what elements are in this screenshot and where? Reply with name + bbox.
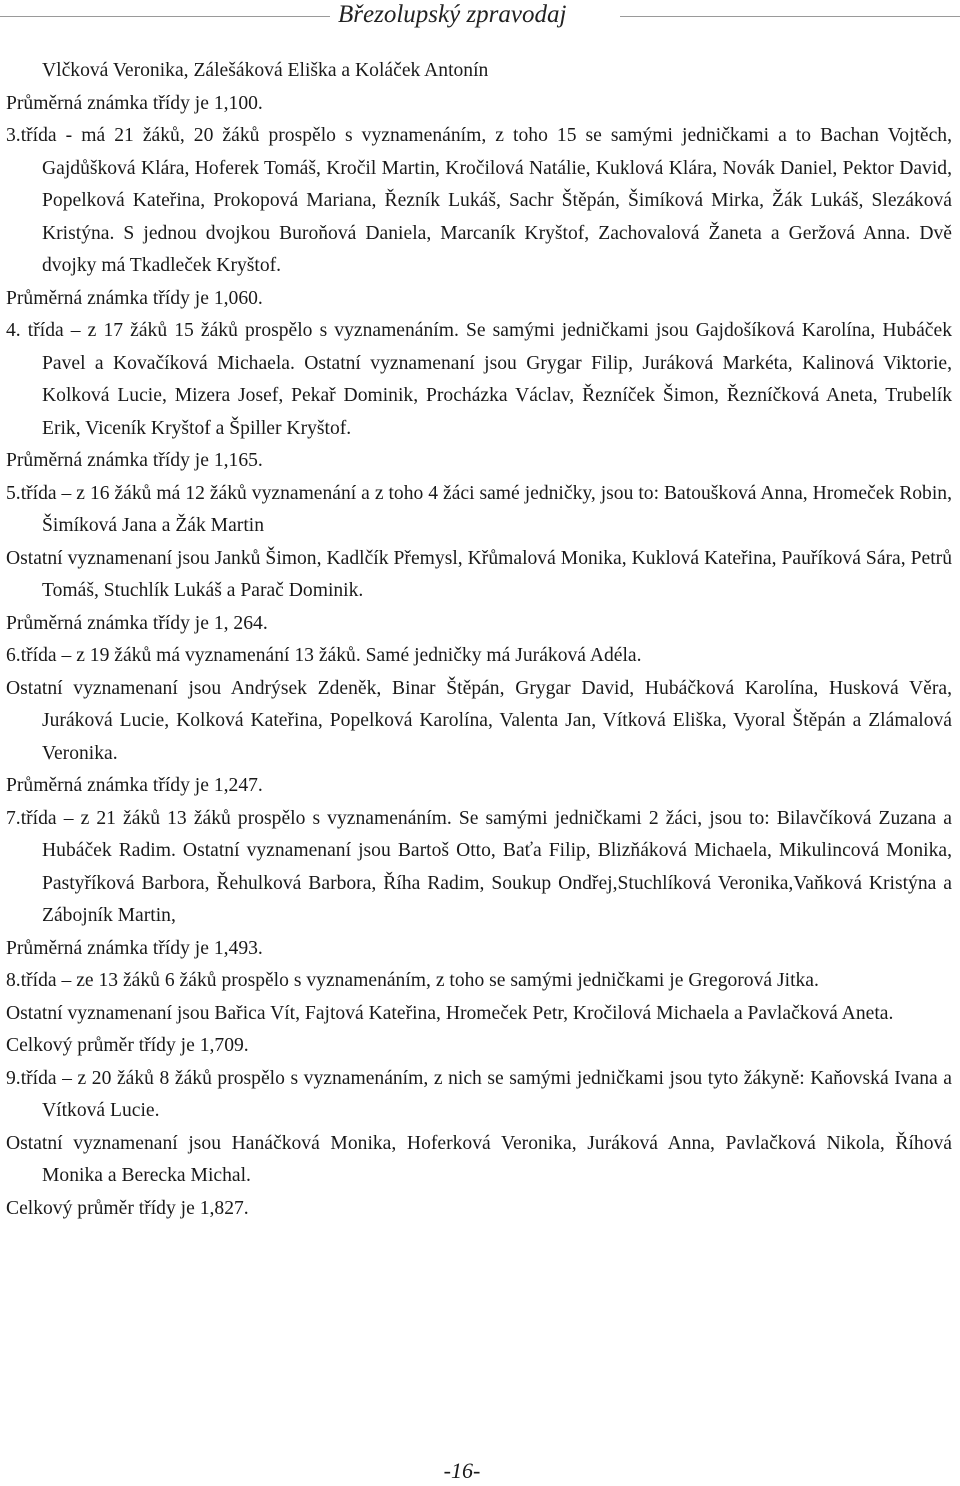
paragraph-19: Ostatní vyznamenaní jsou Hanáčková Monika, Hoferková Veronika, Juráková Anna, Pavlačková Nikola, Říhová Monika a Berecka Michal. [6,1132,952,1186]
paragraph-13: 7.třída – z 21 žáků 13 žáků prospělo s vyznamenáním. Se samými jedničkami 2 žáci, jsou to: Bilavčíková Zuzana a Hubáček Radim. Ostatní vyznamenaní jsou Bartoš Otto, Baťa Filip, Blizňáková Michaela, Mikulincová Monika, Pastyříková Barbora, Řehulková Barbora, Říha Radim, Soukup Ondřej,Stuchlíková Veronika,Vaňková Kristýna a Zábojník Martin, [6,807,952,926]
paragraph-5: 4. třída – z 17 žáků 15 žáků prospělo s vyznamenáním. Se samými jedničkami jsou Gajdošíková Karolína, Hubáček Pavel a Kovačíková Michaela. Ostatní vyznamenaní jsou Grygar Filip, Juráková Markéta, Kalinová Viktorie, Kolková Lucie, Mizera Josef, Pekař Dominik, Procházka Václav, Řezníček Šimon, Řezníčková Aneta, Trubelík Erik, Viceník Kryštof a Špiller Kryštof. [6,320,952,439]
paragraph-9: Průměrná známka třídy je 1, 264. [6,612,268,634]
paragraph-14: Průměrná známka třídy je 1,493. [6,937,263,959]
paragraph-8: Ostatní vyznamenaní jsou Janků Šimon, Kadlčík Přemysl, Křůmalová Monika, Kuklová Kateřina, Pauříková Sára, Petrů Tomáš, Stuchlík Lukáš a Parač Dominik. [6,547,952,601]
paragraph-18: 9.třída – z 20 žáků 8 žáků prospělo s vyznamenáním, z nich se samými jedničkami jsou tyto žákyně: Kaňovská Ivana a Vítková Lucie. [6,1067,952,1121]
paragraph-3: 3.třída - má 21 žáků, 20 žáků prospělo s vyznamenáním, z toho 15 se samými jedničkami a to Bachan Vojtěch, Gajdůšková Klára, Hoferek Tomáš, Kročil Martin, Kročilová Natálie, Kuklová Klára, Novák Daniel, Pektor David, Popelková Kateřina, Prokopová Mariana, Řezník Lukáš, Sachr Štěpán, Šimíková Mirka, Žák Lukáš, Slezáková Kristýna. S jednou dvojkou Buroňová Daniela, Marcaník Kryštof, Zachovalová Žaneta a Geržová Anna. Dvě dvojky má Tkadleček Kryštof. [6,125,952,276]
article-body [0,55,952,1225]
page-number: -16- [443,1458,481,1483]
header-rule-left [0,16,330,17]
paragraph-6: Průměrná známka třídy je 1,165. [6,450,263,471]
page-header [0,0,960,32]
paragraph-2: Průměrná známka třídy je 1,100. [6,92,263,114]
paragraph-20: Celkový průměr třídy je 1,827. [6,1197,249,1219]
paragraph-15: 8.třída – ze 13 žáků 6 žáků prospělo s vyznamenáním, z toho se samými jedničkami je Gregorová Jitka. [6,970,819,991]
paragraph-12: Průměrná známka třídy je 1,247. [6,775,263,796]
paragraph-11: Ostatní vyznamenaní jsou Andrýsek Zdeněk, Binar Štěpán, Grygar David, Hubáčková Karolína, Husková Věra, Juráková Lucie, Kolková Kateřina, Popelková Karolína, Valenta Jan, Vítková Eliška, Vyoral Štěpán a Zlámalová Veronika. [6,677,952,764]
paragraph-7: 5.třída – z 16 žáků má 12 žáků vyznamenání a z toho 4 žáci samé jedničky, jsou to: Batoušková Anna, Hromeček Robin, Šimíková Jana a Žák Martin [6,482,952,536]
header-rule-right [620,16,960,17]
paragraph-4: Průměrná známka třídy je 1,060. [6,287,263,309]
paragraph-1: Vlčková Veronika, Zálešáková Eliška a Koláček Antonín [42,60,489,81]
paragraph-10: 6.třída – z 19 žáků má vyznamenání 13 žáků. Samé jedničky má Juráková Adéla. [6,645,642,666]
publication-title: Březolupský zpravodaj [338,1,567,28]
paragraph-16: Ostatní vyznamenaní jsou Bařica Vít, Fajtová Kateřina, Hromeček Petr, Kročilová Michaela a Pavlačková Aneta. [6,1002,894,1024]
paragraph-17: Celkový průměr třídy je 1,709. [6,1035,249,1056]
